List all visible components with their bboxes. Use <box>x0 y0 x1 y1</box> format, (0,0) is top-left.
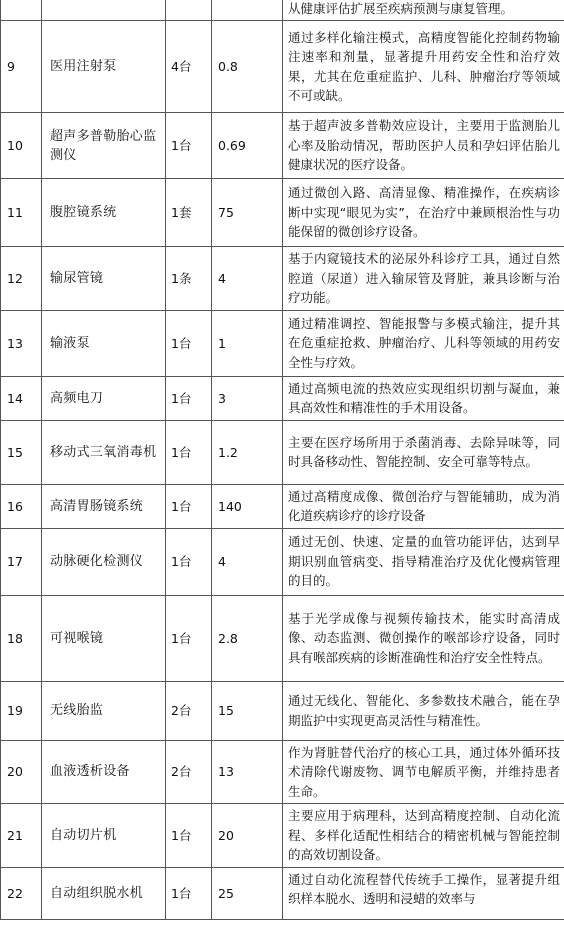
cell-qty: 1台 <box>166 113 212 179</box>
cell-qty: 1台 <box>166 310 212 376</box>
cell-index: 15 <box>1 420 42 484</box>
cell-name: 输尿管镜 <box>42 247 166 311</box>
cell-description: 通过多样化输注模式，高精度智能化控制药物输注速率和剂量，显著提升用药安全性和治疗效果，尤其在危重症监护、儿科、肿瘤治疗等领域不可或缺。 <box>283 21 564 113</box>
cell-description: 通过高频电流的热效应实现组织切割与凝血，兼具高效性和精准性的手术用设备。 <box>283 376 564 420</box>
cell-qty: 1台 <box>166 595 212 681</box>
cell-index <box>1 0 42 21</box>
cell-value: 20 <box>212 804 283 868</box>
table-row <box>1 420 564 484</box>
cell-description: 主要应用于病理科，达到高精度控制、自动化流程、多样化适配性相结合的精密机械与智能控制的高效切割设备。 <box>283 804 564 868</box>
cell-description: 基于超声波多普勒效应设计，主要用于监测胎儿心率及胎动情况，帮助医护人员和孕妇评估胎儿健康状况的医疗设备。 <box>283 113 564 179</box>
cell-name: 血液透析设备 <box>42 740 166 804</box>
cell-index: 18 <box>1 595 42 681</box>
cell-index: 22 <box>1 867 42 919</box>
cell-qty: 1台 <box>166 484 212 528</box>
cell-value: 2.8 <box>212 595 283 681</box>
cell-index: 11 <box>1 179 42 247</box>
cell-index: 12 <box>1 247 42 311</box>
cell-description: 作为肾脏替代治疗的核心工具，通过体外循环技术清除代谢废物、调节电解质平衡，并维持患者生命。 <box>283 740 564 804</box>
cell-description: 通过精准调控、智能报警与多模式输注，提升其在危重症抢救、肿瘤治疗、儿科等领域的用药安全性与疗效。 <box>283 310 564 376</box>
cell-index: 14 <box>1 376 42 420</box>
cell-qty: 1台 <box>166 804 212 868</box>
table-row <box>1 113 564 179</box>
cell-name: 高频电刀 <box>42 376 166 420</box>
cell-value: 75 <box>212 179 283 247</box>
cell-name: 腹腔镜系统 <box>42 179 166 247</box>
cell-value: 0.8 <box>212 21 283 113</box>
cell-qty: 1台 <box>166 867 212 919</box>
cell-value: 4 <box>212 247 283 311</box>
cell-name: 无线胎监 <box>42 681 166 740</box>
cell-index: 9 <box>1 21 42 113</box>
cell-index: 16 <box>1 484 42 528</box>
cell-index: 13 <box>1 310 42 376</box>
cell-name: 医用注射泵 <box>42 21 166 113</box>
cell-index: 17 <box>1 528 42 595</box>
cell-value: 4 <box>212 528 283 595</box>
cell-name: 自动组织脱水机 <box>42 867 166 919</box>
table-row <box>1 740 564 804</box>
table-row <box>1 867 564 919</box>
cell-description: 通过无创、快速、定量的血管功能评估，达到早期识别血管病变、指导精准治疗及优化慢病管理的目的。 <box>283 528 564 595</box>
cell-description: 基于光学成像与视频传输技术，能实时高清成像、动态监测、微创操作的喉部诊疗设备，同时具有喉部疾病的诊断准确性和治疗安全性特点。 <box>283 595 564 681</box>
cell-value <box>212 0 283 21</box>
cell-name: 超声多普勒胎心监测仪 <box>42 113 166 179</box>
cell-qty: 1台 <box>166 376 212 420</box>
cell-qty: 2台 <box>166 681 212 740</box>
cell-value: 3 <box>212 376 283 420</box>
cell-qty: 1条 <box>166 247 212 311</box>
cell-name: 高清胃肠镜系统 <box>42 484 166 528</box>
cell-value: 1.2 <box>212 420 283 484</box>
cell-name: 输液泵 <box>42 310 166 376</box>
cell-description: 基于内窥镜技术的泌尿外科诊疗工具，通过自然腔道（尿道）进入输尿管及肾脏，兼具诊断与治疗功能。 <box>283 247 564 311</box>
table-row <box>1 681 564 740</box>
cell-qty: 2台 <box>166 740 212 804</box>
table-row <box>1 804 564 868</box>
cell-name: 移动式三氧消毒机 <box>42 420 166 484</box>
cell-description: 通过微创入路、高清显像、精准操作，在疾病诊断中实现“眼见为实”，在治疗中兼顾根治性与功能保留的微创诊疗设备。 <box>283 179 564 247</box>
cell-description: 通过自动化流程替代传统手工操作，显著提升组织样本脱水、透明和浸蜡的效率与 <box>283 867 564 919</box>
cell-name: 自动切片机 <box>42 804 166 868</box>
table-row <box>1 595 564 681</box>
cell-index: 10 <box>1 113 42 179</box>
cell-qty: 1套 <box>166 179 212 247</box>
cell-qty <box>166 0 212 21</box>
table-row <box>1 179 564 247</box>
cell-index: 20 <box>1 740 42 804</box>
table-row <box>1 247 564 311</box>
cell-value: 15 <box>212 681 283 740</box>
cell-value: 140 <box>212 484 283 528</box>
cell-description: 通过无线化、智能化、多参数技术融合，能在孕期监护中实现更高灵活性与精准性。 <box>283 681 564 740</box>
table-row <box>1 310 564 376</box>
table-row <box>1 484 564 528</box>
cell-qty: 4台 <box>166 21 212 113</box>
table-row <box>1 528 564 595</box>
cell-name: 可视喉镜 <box>42 595 166 681</box>
cell-qty: 1台 <box>166 420 212 484</box>
cell-index: 19 <box>1 681 42 740</box>
cell-description: 从健康评估扩展至疾病预测与康复管理。 <box>283 0 564 21</box>
cell-qty: 1台 <box>166 528 212 595</box>
cell-description: 主要在医疗场所用于杀菌消毒、去除异味等，同时具备移动性、智能控制、安全可靠等特点。 <box>283 420 564 484</box>
cell-value: 1 <box>212 310 283 376</box>
cell-value: 25 <box>212 867 283 919</box>
cell-name <box>42 0 166 21</box>
table-row <box>1 0 564 21</box>
cell-description: 通过高精度成像、微创治疗与智能辅助，成为消化道疾病诊疗的诊疗设备 <box>283 484 564 528</box>
cell-value: 0.69 <box>212 113 283 179</box>
cell-value: 13 <box>212 740 283 804</box>
table-row <box>1 376 564 420</box>
cell-index: 21 <box>1 804 42 868</box>
cell-name: 动脉硬化检测仪 <box>42 528 166 595</box>
table-row <box>1 21 564 113</box>
